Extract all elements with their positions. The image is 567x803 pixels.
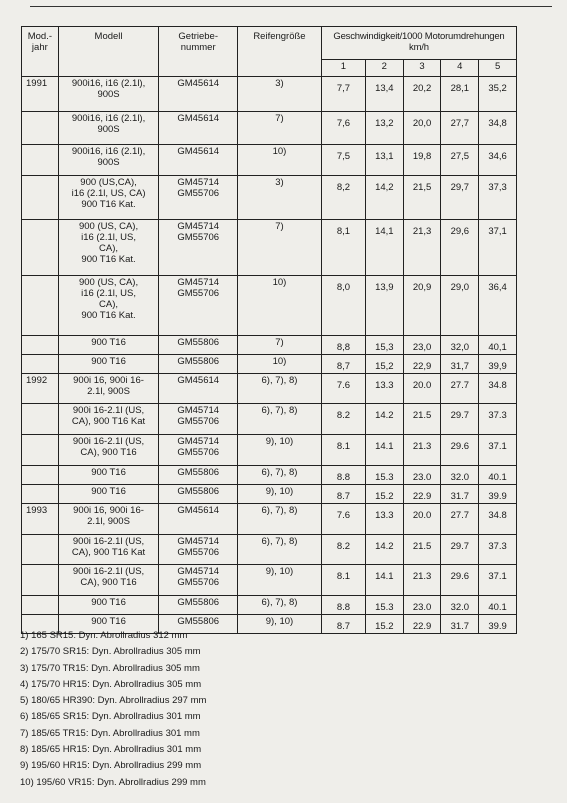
- tire-size-cell: 10): [238, 355, 322, 374]
- gear-2-speed-cell: 14.1: [365, 565, 403, 596]
- table-row: [22, 504, 517, 535]
- gear-2-speed-cell: 14,1: [365, 220, 403, 276]
- gearbox-cell: GM55806: [159, 355, 238, 374]
- gear-1-speed-cell: 8.7: [321, 615, 365, 634]
- gear-3-speed-cell: 21,5: [403, 176, 441, 220]
- tire-size-cell: 6), 7), 8): [238, 404, 322, 435]
- footnote-item: 1) 165 SR15: Dyn. Abrollradius 312 mm: [20, 630, 188, 641]
- gear-2-speed-cell: 13,9: [365, 276, 403, 336]
- footnote-item: 10) 195/60 VR15: Dyn. Abrollradius 299 mm: [20, 776, 206, 788]
- year-cell: [22, 535, 59, 565]
- gearbox-cell: GM45714 GM55706: [159, 176, 238, 220]
- gear-5-speed-cell: 39,9: [479, 355, 517, 374]
- gear-3-speed-cell: 22.9: [403, 485, 441, 504]
- gearbox-cell: GM45714 GM55706: [159, 435, 238, 466]
- col-header-gear-5: 5: [479, 60, 517, 77]
- tire-size-cell: 6), 7), 8): [238, 504, 322, 535]
- model-cell: 900 (US, CA), i16 (2.1l, US, CA), 900 T16 Kat.: [58, 276, 159, 336]
- gear-3-speed-cell: 19,8: [403, 145, 441, 176]
- col-header-gear-4: 4: [441, 60, 479, 77]
- gearbox-cell: GM45614: [159, 145, 238, 176]
- gearbox-cell: GM45614: [159, 504, 238, 535]
- year-cell: 1991: [22, 77, 59, 112]
- gearbox-cell: GM55806: [159, 615, 238, 634]
- tire-size-cell: 7): [238, 336, 322, 355]
- gear-5-speed-cell: 35,2: [479, 77, 517, 112]
- gear-1-speed-cell: 8.7: [321, 485, 365, 504]
- gearbox-cell: GM45714 GM55706: [159, 276, 238, 336]
- gear-1-speed-cell: 7,5: [321, 145, 365, 176]
- gear-5-speed-cell: 39.9: [479, 485, 517, 504]
- table-row: [22, 355, 517, 374]
- gear-speed-table: [21, 26, 517, 634]
- gear-5-speed-cell: 37,3: [479, 176, 517, 220]
- footnote-item: 2) 175/70 SR15: Dyn. Abrollradius 305 mm: [20, 646, 201, 658]
- gear-1-speed-cell: 8.1: [321, 435, 365, 466]
- gear-5-speed-cell: 37.3: [479, 404, 517, 435]
- model-cell: 900i16, i16 (2.1l), 900S: [58, 145, 159, 176]
- table-row: [22, 77, 517, 112]
- col-header-tire: Reifengröße: [238, 27, 322, 77]
- year-cell: [22, 355, 59, 374]
- model-cell: 900 T16: [58, 466, 159, 485]
- gear-2-speed-cell: 15.3: [365, 466, 403, 485]
- gear-2-speed-cell: 14.1: [365, 435, 403, 466]
- gear-4-speed-cell: 29.6: [441, 435, 479, 466]
- gear-5-speed-cell: 40.1: [479, 596, 517, 615]
- gear-3-speed-cell: 20.0: [403, 374, 441, 404]
- gear-4-speed-cell: 31,7: [441, 355, 479, 374]
- table-body: [22, 77, 517, 634]
- model-cell: 900 (US,CA), i16 (2.1l, US, CA) 900 T16 Kat.: [58, 176, 159, 220]
- tire-size-cell: 10): [238, 276, 322, 336]
- model-cell: 900 T16: [58, 336, 159, 355]
- gear-4-speed-cell: 29.6: [441, 565, 479, 596]
- gear-2-speed-cell: 15,2: [365, 355, 403, 374]
- col-header-gear-2: 2: [365, 60, 403, 77]
- gearbox-cell: GM45714 GM55706: [159, 404, 238, 435]
- gear-3-speed-cell: 21.3: [403, 565, 441, 596]
- gear-5-speed-cell: 34.8: [479, 504, 517, 535]
- footnote-item: 4) 175/70 HR15: Dyn. Abrollradius 305 mm: [20, 678, 202, 690]
- year-cell: [22, 336, 59, 355]
- gear-2-speed-cell: 15,3: [365, 336, 403, 355]
- col-header-gear-3: 3: [403, 60, 441, 77]
- gear-1-speed-cell: 7.6: [321, 374, 365, 404]
- tire-size-cell: 3): [238, 77, 322, 112]
- tire-size-cell: 3): [238, 176, 322, 220]
- model-cell: 900i 16-2.1l (US, CA), 900 T16: [58, 435, 159, 466]
- gear-3-speed-cell: 21.3: [403, 435, 441, 466]
- year-cell: [22, 112, 59, 145]
- model-cell: 900 T16: [58, 355, 159, 374]
- year-cell: [22, 485, 59, 504]
- gear-3-speed-cell: 23,0: [403, 336, 441, 355]
- table-row: [22, 336, 517, 355]
- col-header-speed: Geschwindigkeit/1000 Motorumdrehungen km/h: [321, 27, 516, 60]
- gear-1-speed-cell: 8.8: [321, 466, 365, 485]
- gear-5-speed-cell: 40.1: [479, 466, 517, 485]
- gear-1-speed-cell: 8,8: [321, 336, 365, 355]
- model-cell: 900 T16: [58, 485, 159, 504]
- tire-size-cell: 9), 10): [238, 435, 322, 466]
- gear-1-speed-cell: 8.2: [321, 535, 365, 565]
- col-header-gear-1: 1: [321, 60, 365, 77]
- gearbox-cell: GM55806: [159, 596, 238, 615]
- gear-5-speed-cell: 36,4: [479, 276, 517, 336]
- gear-3-speed-cell: 22,9: [403, 355, 441, 374]
- gearbox-cell: GM45614: [159, 77, 238, 112]
- gear-4-speed-cell: 29.7: [441, 404, 479, 435]
- year-cell: [22, 276, 59, 336]
- gear-3-speed-cell: 21.5: [403, 404, 441, 435]
- gearbox-cell: GM45714 GM55706: [159, 220, 238, 276]
- gear-1-speed-cell: 7,6: [321, 112, 365, 145]
- tire-size-cell: 7): [238, 220, 322, 276]
- gear-4-speed-cell: 27.7: [441, 374, 479, 404]
- year-cell: 1993: [22, 504, 59, 535]
- gearbox-cell: GM45714 GM55706: [159, 565, 238, 596]
- gear-2-speed-cell: 14.2: [365, 535, 403, 565]
- gear-5-speed-cell: 34,6: [479, 145, 517, 176]
- gear-4-speed-cell: 27,5: [441, 145, 479, 176]
- table-row: [22, 220, 517, 276]
- gearbox-cell: GM55806: [159, 466, 238, 485]
- tire-size-cell: 6), 7), 8): [238, 596, 322, 615]
- table-row: [22, 404, 517, 435]
- model-cell: 900i 16, 900i 16- 2.1l, 900S: [58, 374, 159, 404]
- gear-4-speed-cell: 29.7: [441, 535, 479, 565]
- model-cell: 900 T16: [58, 596, 159, 615]
- model-cell: 900i 16-2.1l (US, CA), 900 T16 Kat: [58, 404, 159, 435]
- gear-4-speed-cell: 27.7: [441, 504, 479, 535]
- gear-1-speed-cell: 8,1: [321, 220, 365, 276]
- gear-2-speed-cell: 14.2: [365, 404, 403, 435]
- year-cell: [22, 435, 59, 466]
- footnote-item: 8) 185/65 HR15: Dyn. Abrollradius 301 mm: [20, 744, 202, 756]
- gear-4-speed-cell: 29,7: [441, 176, 479, 220]
- gear-2-speed-cell: 15.2: [365, 615, 403, 634]
- table-row: [22, 535, 517, 565]
- top-rule: [30, 6, 552, 7]
- gear-2-speed-cell: 13.3: [365, 374, 403, 404]
- table-row: [22, 596, 517, 615]
- gear-4-speed-cell: 27,7: [441, 112, 479, 145]
- gear-3-speed-cell: 21,3: [403, 220, 441, 276]
- gearbox-cell: GM45714 GM55706: [159, 535, 238, 565]
- model-cell: 900i16, i16 (2.1l), 900S: [58, 77, 159, 112]
- gear-1-speed-cell: 7,7: [321, 77, 365, 112]
- gearbox-cell: GM55806: [159, 485, 238, 504]
- gear-3-speed-cell: 23.0: [403, 596, 441, 615]
- footnote-item: 5) 180/65 HR390: Dyn. Abrollradius 297 mm: [20, 695, 207, 707]
- gear-4-speed-cell: 32.0: [441, 596, 479, 615]
- gear-4-speed-cell: 32.0: [441, 466, 479, 485]
- table-row: [22, 466, 517, 485]
- gear-3-speed-cell: 20,2: [403, 77, 441, 112]
- gear-5-speed-cell: 39.9: [479, 615, 517, 634]
- gear-4-speed-cell: 29,6: [441, 220, 479, 276]
- gear-4-speed-cell: 28,1: [441, 77, 479, 112]
- footnote-item: 9) 195/60 HR15: Dyn. Abrollradius 299 mm: [20, 760, 202, 772]
- tire-footnotes: [20, 628, 206, 791]
- year-cell: [22, 466, 59, 485]
- gear-1-speed-cell: 8,0: [321, 276, 365, 336]
- gear-3-speed-cell: 20,0: [403, 112, 441, 145]
- gear-2-speed-cell: 13.3: [365, 504, 403, 535]
- year-cell: [22, 596, 59, 615]
- footnote-item: 6) 185/65 SR15: Dyn. Abrollradius 301 mm: [20, 711, 201, 723]
- gear-1-speed-cell: 8.1: [321, 565, 365, 596]
- gear-5-speed-cell: 37,1: [479, 220, 517, 276]
- table-row: [22, 485, 517, 504]
- gear-1-speed-cell: 8,2: [321, 176, 365, 220]
- gear-3-speed-cell: 23.0: [403, 466, 441, 485]
- gear-2-speed-cell: 15.3: [365, 596, 403, 615]
- gear-2-speed-cell: 13,4: [365, 77, 403, 112]
- col-header-year: Mod.- jahr: [22, 27, 59, 77]
- gearbox-cell: GM45614: [159, 374, 238, 404]
- table-row: [22, 176, 517, 220]
- col-header-gearbox: Getriebe- nummer: [159, 27, 238, 77]
- gearbox-cell: GM55806: [159, 336, 238, 355]
- gear-1-speed-cell: 8,7: [321, 355, 365, 374]
- year-cell: [22, 176, 59, 220]
- tire-size-cell: 9), 10): [238, 615, 322, 634]
- gear-1-speed-cell: 7.6: [321, 504, 365, 535]
- tire-size-cell: 9), 10): [238, 485, 322, 504]
- model-cell: 900i 16, 900i 16- 2.1l, 900S: [58, 504, 159, 535]
- tire-size-cell: 7): [238, 112, 322, 145]
- gear-3-speed-cell: 21.5: [403, 535, 441, 565]
- gear-5-speed-cell: 40,1: [479, 336, 517, 355]
- model-cell: 900 T16: [58, 615, 159, 634]
- gear-4-speed-cell: 31.7: [441, 485, 479, 504]
- tire-size-cell: 10): [238, 145, 322, 176]
- col-header-model: Modell: [58, 27, 159, 77]
- table-row: [22, 374, 517, 404]
- gear-5-speed-cell: 37.3: [479, 535, 517, 565]
- gear-2-speed-cell: 13,2: [365, 112, 403, 145]
- year-cell: [22, 404, 59, 435]
- gear-2-speed-cell: 15.2: [365, 485, 403, 504]
- tire-size-cell: 6), 7), 8): [238, 466, 322, 485]
- model-cell: 900i 16-2.1l (US, CA), 900 T16: [58, 565, 159, 596]
- table-row: [22, 112, 517, 145]
- gear-5-speed-cell: 37.1: [479, 435, 517, 466]
- model-cell: 900i16, i16 (2.1l), 900S: [58, 112, 159, 145]
- gear-3-speed-cell: 22.9: [403, 615, 441, 634]
- gear-4-speed-cell: 32,0: [441, 336, 479, 355]
- footnote-item: 3) 175/70 TR15: Dyn. Abrollradius 305 mm: [20, 662, 200, 674]
- model-cell: 900 (US, CA), i16 (2.1l, US, CA), 900 T16 Kat.: [58, 220, 159, 276]
- gear-5-speed-cell: 34.8: [479, 374, 517, 404]
- gear-4-speed-cell: 29,0: [441, 276, 479, 336]
- table-row: [22, 145, 517, 176]
- gear-5-speed-cell: 37.1: [479, 565, 517, 596]
- gear-3-speed-cell: 20.0: [403, 504, 441, 535]
- gear-1-speed-cell: 8.2: [321, 404, 365, 435]
- year-cell: [22, 565, 59, 596]
- gear-1-speed-cell: 8.8: [321, 596, 365, 615]
- table-row: [22, 565, 517, 596]
- tire-size-cell: 9), 10): [238, 565, 322, 596]
- tire-size-cell: 6), 7), 8): [238, 374, 322, 404]
- model-cell: 900i 16-2.1l (US, CA), 900 T16 Kat: [58, 535, 159, 565]
- year-cell: [22, 145, 59, 176]
- gear-3-speed-cell: 20,9: [403, 276, 441, 336]
- table-row: [22, 435, 517, 466]
- gear-5-speed-cell: 34,8: [479, 112, 517, 145]
- year-cell: 1992: [22, 374, 59, 404]
- table-row: [22, 276, 517, 336]
- gear-4-speed-cell: 31.7: [441, 615, 479, 634]
- gearbox-cell: GM45614: [159, 112, 238, 145]
- gear-2-speed-cell: 13,1: [365, 145, 403, 176]
- tire-size-cell: 6), 7), 8): [238, 535, 322, 565]
- footnote-item: 7) 185/65 TR15: Dyn. Abrollradius 301 mm: [20, 727, 200, 739]
- year-cell: [22, 220, 59, 276]
- gear-2-speed-cell: 14,2: [365, 176, 403, 220]
